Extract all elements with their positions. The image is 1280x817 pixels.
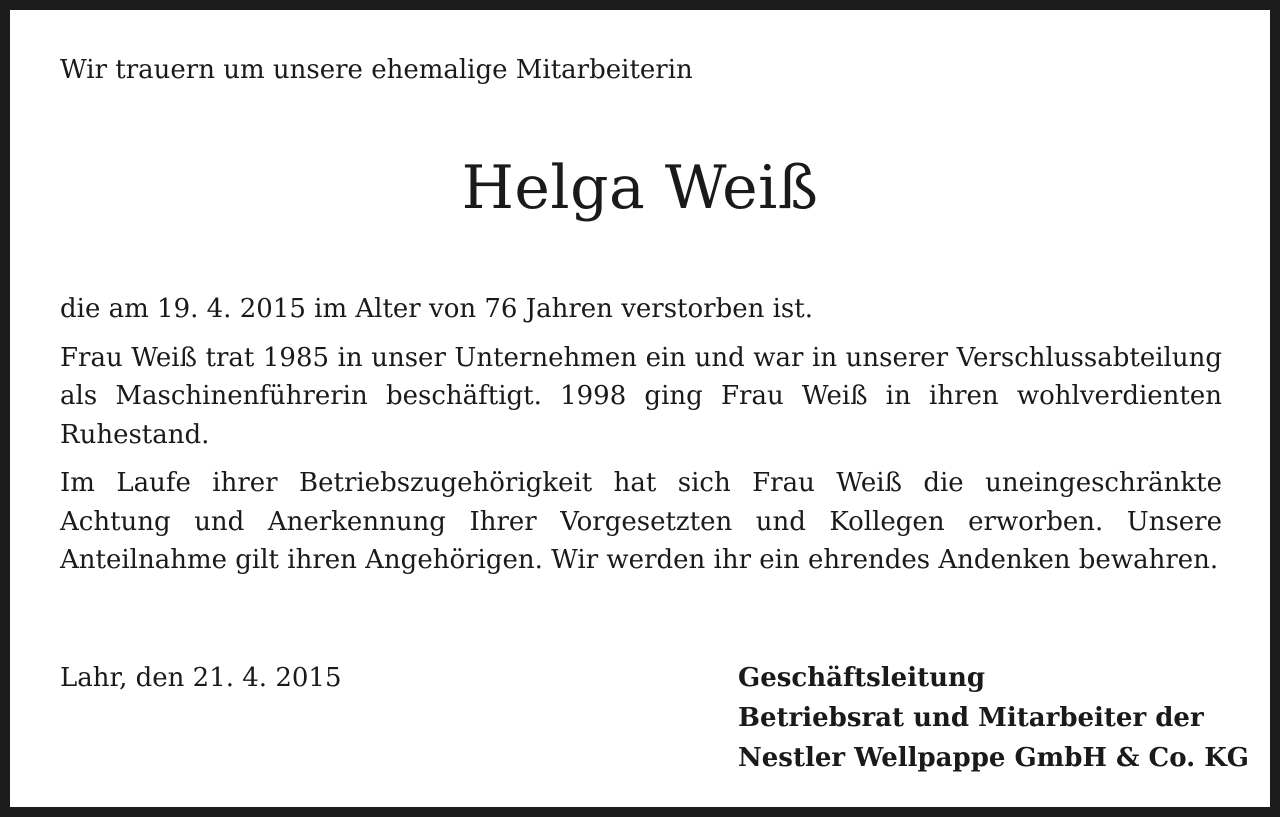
intro-line: Wir trauern um unsere ehemalige Mitarbeiterin [60,55,693,85]
signature-line-company: Nestler Wellpappe GmbH & Co. KG [738,743,1249,773]
signature-block [738,658,1249,778]
paragraph-death-info: die am 19. 4. 2015 im Alter von 76 Jahren verstorben ist. [60,294,813,324]
place-date: Lahr, den 21. 4. 2015 [60,663,342,693]
deceased-name: Helga Weiß [461,153,819,223]
paragraph-employment: Frau Weiß trat 1985 in unser Unternehmen ein und war in unserer Verschlussabteilung als Maschinenführerin beschäftigt. 1998 ging Frau Weiß in ihren wohlverdienten Ruhestand. [60,342,1222,450]
paragraph-tribute: Im Laufe ihrer Betriebszugehörigkeit hat sich Frau Weiß die uneingeschränkte Achtung und Anerkennung Ihrer Vorgesetzten und Kollegen erworben. Unsere Anteilnahme gilt ihren Angehörigen. Wir werden ihr ein ehrendes Andenken bewahren. [60,468,1222,575]
notice-body [60,290,1222,590]
signature-line-management: Geschäftsleitung [738,663,986,693]
signature-line-works-council: Betriebsrat und Mitarbeiter der [738,703,1204,733]
